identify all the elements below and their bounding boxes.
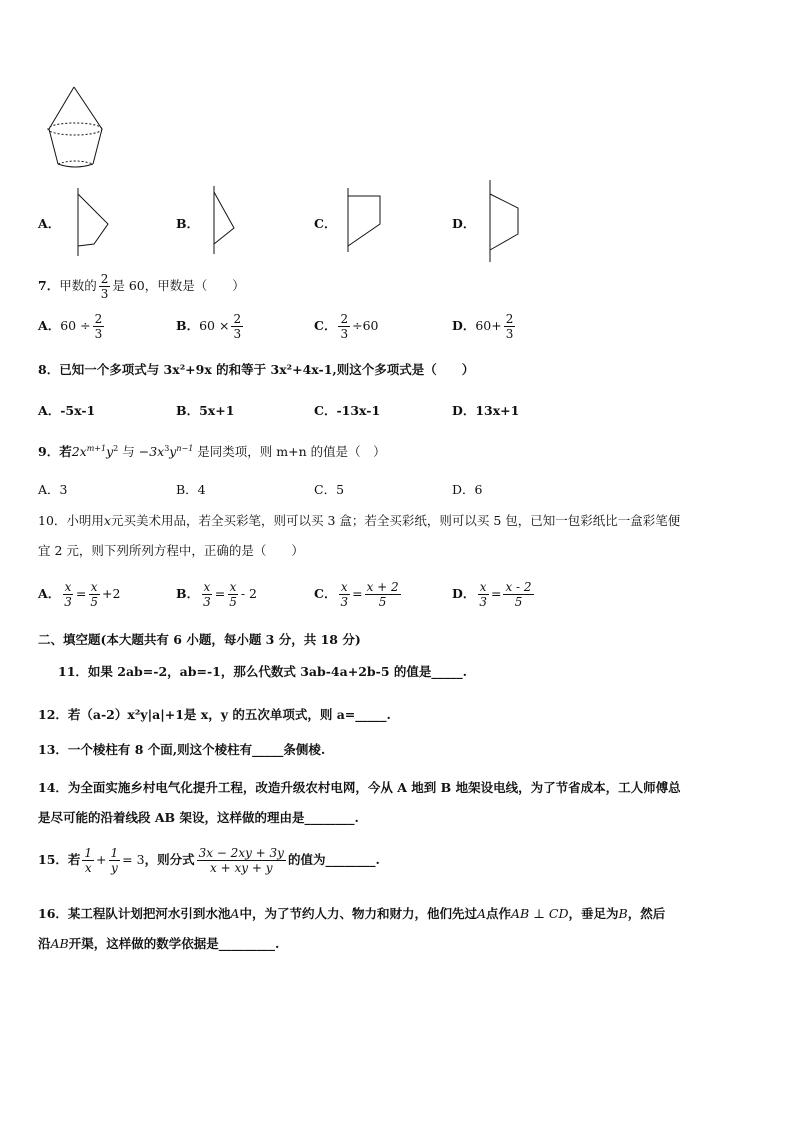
q7-option-b: B．60 × $\frac{2}{3}$ [176,312,242,341]
q6-option-b-label: B． [176,216,200,231]
q6-option-c-shape [340,188,390,258]
question-13: 13．一个棱柱有 8 个面,则这个棱柱有_____条侧棱. [38,742,326,757]
q9-option-c: C．5 [314,482,345,497]
q9-option-a: A．3 [38,482,68,497]
q8-option-c: C．-13x-1 [314,403,381,418]
question-11: 11．如果 2ab=-2，ab=-1，那么代数式 3ab-4a+2b-5 的值是_____. [58,664,467,679]
q10-option-a: A． $\frac{x}{3}$ = $\frac{x}{5}$ +2 [38,580,121,609]
question-8: 8．已知一个多项式与 3x²+9x 的和等于 3x²+4x-1,则这个多项式是（ ） [38,362,475,377]
question-16-line-1: 16．某工程队计划把河水引到水池A中，为了节约人力、物力和财力，他们先过A点作AB ⊥ CD，垂足为B，然后 [38,906,666,921]
q10-option-b: B． $\frac{x}{3}$ = $\frac{x}{5}$ - 2 [176,580,257,609]
q6-option-d-label: D． [452,216,476,231]
cone-frustum-figure [44,84,114,174]
question-10-line-1: 10．小明用x元买美术用品，若全买彩笔，则可以买 3 盒；若全买彩纸，则可以买 5 包，已知一包彩纸比一盒彩笔便 [38,513,681,528]
question-9: 9．若$2x^{m+1}y^2$ 与 $-3x^3y^{n-1}$ 是同类项，则 m+n 的值是（ ） [38,443,386,459]
q6-option-c-label: C． [314,216,337,231]
q7-option-d: D．60+ $\frac{2}{3}$ [452,312,514,341]
q6-option-a-shape [70,188,120,258]
question-14-line-2: 是尽可能的沿着线段 AB 架设，这样做的理由是________. [38,810,359,825]
q7-option-c: C． $\frac{2}{3}$ ÷60 [314,312,379,341]
q7-option-a: A．60 ÷ $\frac{2}{3}$ [38,312,103,341]
q10-option-c: C． $\frac{x}{3}$ = $\frac{x + 2}{5}$ [314,580,399,609]
question-16-line-2: 沿AB开渠，这样做的数学依据是_________. [38,936,280,951]
question-14-line-1: 14．为全面实施乡村电气化提升工程，改造升级农村电网，今从 A 地到 B 地架设电线，为了节省成本，工人师傅总 [38,780,681,795]
q8-option-d: D．13x+1 [452,403,520,418]
q9-option-d: D．6 [452,482,483,497]
question-12: 12．若（a-2）x²y|a|+1是 x，y 的五次单项式，则 a=_____. [38,707,391,722]
section-2-heading: 二、填空题(本大题共有 6 小题，每小题 3 分，共 18 分) [38,632,361,647]
q9-option-b: B．4 [176,482,206,497]
question-10-line-2: 宜 2 元，则下列所列方程中，正确的是（ ） [38,543,304,558]
q6-option-d-shape [482,180,532,264]
q6-option-b-shape [206,186,246,256]
q8-option-b: B．5x+1 [176,403,235,418]
q6-option-a-label: A． [38,216,61,231]
q10-option-d: D． $\frac{x}{3}$ = $\frac{x - 2}{5}$ [452,580,532,609]
question-15: 15．若 $\frac{1}{x}$ + $\frac{1}{y}$ = 3，则分式 $\frac{3x - 2xy + 3y}{x + xy + y}$ 的值为________. [38,846,380,875]
question-7: 7．甲数的 $\frac{2}{3}$ 是 60，甲数是（ ） [38,272,245,301]
q8-option-a: A．-5x-1 [38,403,96,418]
